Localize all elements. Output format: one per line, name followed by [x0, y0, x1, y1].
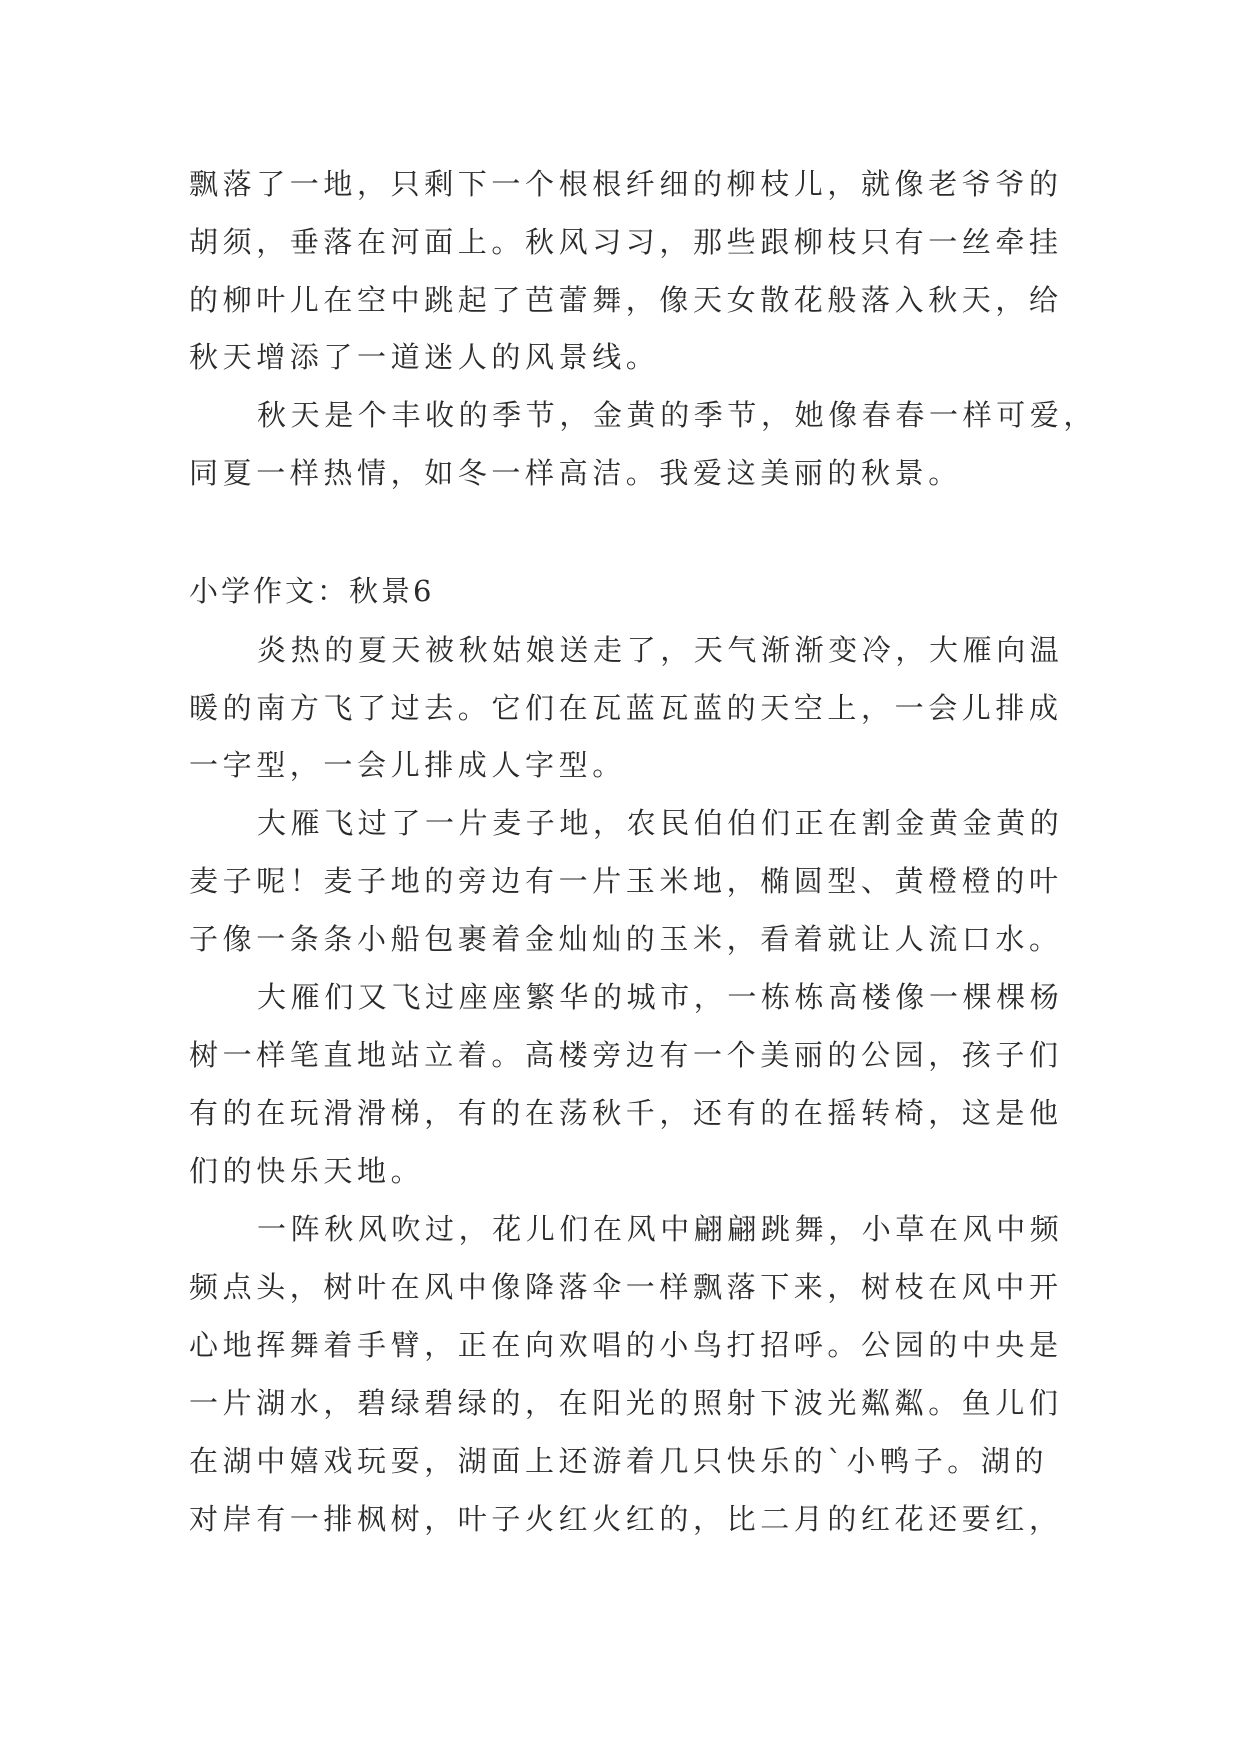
text-line: 们的快乐天地。 [189, 1154, 425, 1188]
text-line: 树一样笔直地站立着。高楼旁边有一个美丽的公园，孩子们 [189, 1038, 1063, 1072]
text-line: 心地挥舞着手臂，正在向欢唱的小鸟打招呼。公园的中央是 [189, 1328, 1063, 1362]
text-line: 飘落了一地，只剩下一个根根纤细的柳枝儿，就像老爷爷的 [189, 167, 1063, 201]
text-line: 秋天是个丰收的季节，金黄的季节，她像春春一样可爱， [257, 398, 1098, 432]
text-line: 的柳叶儿在空中跳起了芭蕾舞，像天女散花般落入秋天，给 [189, 283, 1063, 317]
text-line: 炎热的夏天被秋姑娘送走了，天气渐渐变冷，大雁向温 [257, 633, 1064, 667]
text-line: 一字型，一会儿排成人字型。 [189, 748, 626, 782]
text-line: 一阵秋风吹过，花儿们在风中翩翩跳舞，小草在风中频 [257, 1212, 1064, 1246]
text-line: 一片湖水，碧绿碧绿的，在阳光的照射下波光粼粼。鱼儿们 [189, 1386, 1063, 1420]
text-line: 胡须，垂落在河面上。秋风习习，那些跟柳枝只有一丝牵挂 [189, 225, 1063, 259]
text-line: 有的在玩滑滑梯，有的在荡秋千，还有的在摇转椅，这是他 [189, 1096, 1063, 1130]
text-line: 频点头，树叶在风中像降落伞一样飘落下来，树枝在风中开 [189, 1270, 1063, 1304]
text-line: 子像一条条小船包裹着金灿灿的玉米，看着就让人流口水。 [189, 922, 1063, 956]
text-line: 暖的南方飞了过去。它们在瓦蓝瓦蓝的天空上，一会儿排成 [189, 691, 1063, 725]
text-line: 大雁们又飞过座座繁华的城市，一栋栋高楼像一棵棵杨 [257, 980, 1064, 1014]
text-line: 在湖中嬉戏玩耍，湖面上还游着几只快乐的`小鸭子。湖的 [189, 1444, 1049, 1478]
text-line: 大雁飞过了一片麦子地，农民伯伯们正在割金黄金黄的 [257, 806, 1064, 840]
text-line: 秋天增添了一道迷人的风景线。 [189, 340, 660, 374]
text-line: 对岸有一排枫树，叶子火红火红的，比二月的红花还要红， [189, 1502, 1063, 1536]
essay-title: 小学作文：秋景6 [189, 574, 435, 608]
text-line: 麦子呢！麦子地的旁边有一片玉米地，椭圆型、黄橙橙的叶 [189, 864, 1063, 898]
text-line: 同夏一样热情，如冬一样高洁。我爱这美丽的秋景。 [189, 456, 962, 490]
